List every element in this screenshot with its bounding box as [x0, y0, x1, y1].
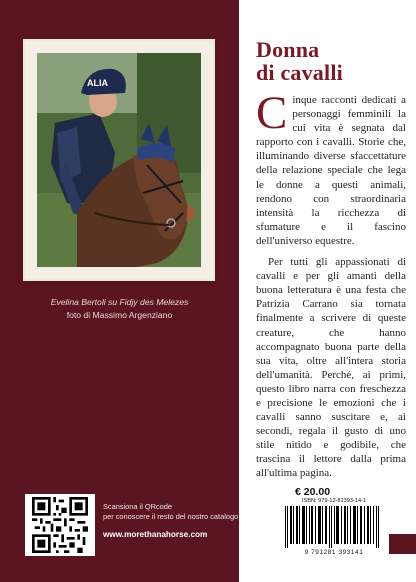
- isbn-number: ISBN: 979-12-81393-14-1: [301, 498, 367, 504]
- blurb-paragraph-2: Per tutti gli appassionati di cavalli e per gli amanti della buona letteratura è una festa che Patrizia Carrano sia tornata finalmente a scrivere di queste creature, che hanno accompagnato buona parte della sua vita, oltre all'intera storia dell'umanità. Perché, ai primi, questo libro narra con freschezza e precisione le emozioni che i cavalli sanno suscitare e, ai secondi, regala il gusto di uno stile nitido e godibile, che trascina il lettore dalla prima all'ultima pagina.: [256, 256, 406, 480]
- photo-caption-subject: Evelina Bertoli su Fidjy des Melezes: [50, 297, 189, 307]
- rider-photo: [37, 53, 201, 267]
- book-title: [256, 38, 343, 84]
- qr-instructions: [103, 502, 238, 522]
- blurb: [256, 87, 406, 488]
- blurb-paragraph-1: [256, 87, 406, 248]
- price-label: € 20.00: [295, 486, 331, 498]
- website-link[interactable]: www.morethanahorse.com: [103, 530, 208, 539]
- photo-caption-credit: foto di Massimo Argenziano: [66, 310, 173, 320]
- edge-strip: [389, 534, 416, 554]
- qr-instructions-line2: per conoscere il resto del nostro catalogo: [103, 512, 239, 521]
- qr-code-icon: [32, 497, 88, 553]
- qr-code[interactable]: [25, 494, 95, 556]
- book-title-line2: di cavalli: [256, 60, 343, 85]
- photo-frame: [25, 41, 213, 279]
- book-title-line1: Donna: [256, 37, 320, 62]
- qr-instructions-line1: Scansiona il QRcode: [103, 502, 173, 511]
- barcode-number: 9 791281 393141: [304, 549, 364, 556]
- barcode-icon: [285, 506, 383, 548]
- isbn-barcode: [275, 498, 393, 560]
- drop-cap: C: [256, 87, 288, 139]
- blurb-paragraph-1-text: inque racconti dedicati a personaggi femminili la cui vita è segnata dal rapporto con i cavalli. Storie che, illuminando diverse sfaccettature della relazione speciale che lega le donne a questi animali, rendono con straordinaria intensità la ricchezza di sfumature e il fascino dell'universo equestre.: [256, 94, 406, 247]
- helmet-text: ALIA: [87, 78, 108, 88]
